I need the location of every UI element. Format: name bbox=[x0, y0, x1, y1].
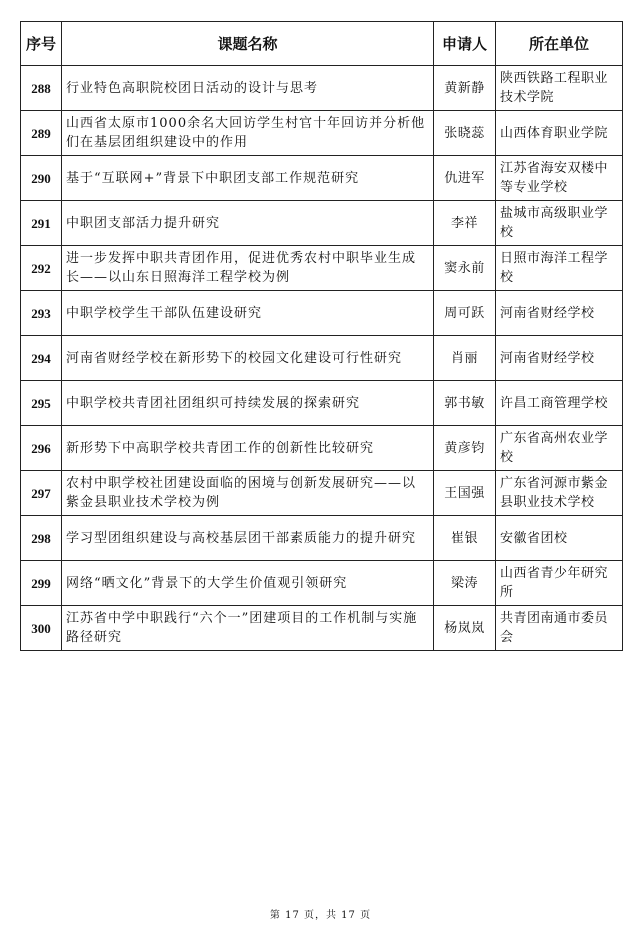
row-unit: 山西体育职业学院 bbox=[496, 111, 623, 156]
row-unit: 山西省青少年研究所 bbox=[496, 561, 623, 606]
row-applicant: 肖丽 bbox=[434, 336, 496, 381]
row-title: 中职学校共青团社团组织可持续发展的探索研究 bbox=[62, 381, 434, 426]
project-table bbox=[20, 21, 623, 651]
row-unit: 广东省河源市紫金县职业技术学校 bbox=[496, 471, 623, 516]
table-row bbox=[21, 201, 623, 246]
row-applicant: 周可跃 bbox=[434, 291, 496, 336]
row-no: 296 bbox=[21, 426, 62, 471]
row-no: 299 bbox=[21, 561, 62, 606]
row-no: 294 bbox=[21, 336, 62, 381]
row-unit: 江苏省海安双楼中等专业学校 bbox=[496, 156, 623, 201]
row-title: 中职学校学生干部队伍建设研究 bbox=[62, 291, 434, 336]
row-unit: 共青团南通市委员会 bbox=[496, 606, 623, 651]
row-title: 网络“晒文化”背景下的大学生价值观引领研究 bbox=[62, 561, 434, 606]
row-title: 行业特色高职院校团日活动的设计与思考 bbox=[62, 66, 434, 111]
row-unit: 日照市海洋工程学校 bbox=[496, 246, 623, 291]
row-applicant: 王国强 bbox=[434, 471, 496, 516]
row-applicant: 郭书敏 bbox=[434, 381, 496, 426]
row-unit: 河南省财经学校 bbox=[496, 291, 623, 336]
row-applicant: 黄彦钧 bbox=[434, 426, 496, 471]
row-title: 中职团支部活力提升研究 bbox=[62, 201, 434, 246]
row-title: 山西省太原市1000余名大回访学生村官十年回访并分析他们在基层团组织建设中的作用 bbox=[62, 111, 434, 156]
table-row bbox=[21, 336, 623, 381]
row-applicant: 崔银 bbox=[434, 516, 496, 561]
table-row bbox=[21, 381, 623, 426]
row-no: 291 bbox=[21, 201, 62, 246]
table-row bbox=[21, 291, 623, 336]
row-title: 进一步发挥中职共青团作用，促进优秀农村中职毕业生成长——以山东日照海洋工程学校为例 bbox=[62, 246, 434, 291]
row-unit: 河南省财经学校 bbox=[496, 336, 623, 381]
row-applicant: 张晓蕊 bbox=[434, 111, 496, 156]
row-no: 289 bbox=[21, 111, 62, 156]
table-row bbox=[21, 111, 623, 156]
row-title: 江苏省中学中职践行“六个一”团建项目的工作机制与实施路径研究 bbox=[62, 606, 434, 651]
page-footer: 第 17 页，共 17 页 bbox=[269, 910, 372, 921]
table-row bbox=[21, 471, 623, 516]
header-applicant: 申请人 bbox=[434, 22, 496, 66]
table-row bbox=[21, 561, 623, 606]
table-row bbox=[21, 606, 623, 651]
row-applicant: 仇进军 bbox=[434, 156, 496, 201]
row-no: 298 bbox=[21, 516, 62, 561]
table-row bbox=[21, 516, 623, 561]
table-row bbox=[21, 246, 623, 291]
row-applicant: 李祥 bbox=[434, 201, 496, 246]
row-unit: 陕西铁路工程职业技术学院 bbox=[496, 66, 623, 111]
row-no: 290 bbox=[21, 156, 62, 201]
header-title: 课题名称 bbox=[62, 22, 434, 66]
table-row bbox=[21, 426, 623, 471]
header-unit: 所在单位 bbox=[496, 22, 623, 66]
row-unit: 广东省高州农业学校 bbox=[496, 426, 623, 471]
table-row bbox=[21, 156, 623, 201]
row-title: 基于“互联网+”背景下中职团支部工作规范研究 bbox=[62, 156, 434, 201]
row-applicant: 窦永前 bbox=[434, 246, 496, 291]
row-applicant: 梁涛 bbox=[434, 561, 496, 606]
row-unit: 安徽省团校 bbox=[496, 516, 623, 561]
row-unit: 许昌工商管理学校 bbox=[496, 381, 623, 426]
row-applicant: 杨岚岚 bbox=[434, 606, 496, 651]
row-title: 河南省财经学校在新形势下的校园文化建设可行性研究 bbox=[62, 336, 434, 381]
row-no: 288 bbox=[21, 66, 62, 111]
row-unit: 盐城市高级职业学校 bbox=[496, 201, 623, 246]
row-title: 学习型团组织建设与高校基层团干部素质能力的提升研究 bbox=[62, 516, 434, 561]
table-header-row bbox=[21, 22, 623, 66]
header-no: 序号 bbox=[21, 22, 62, 66]
table-row bbox=[21, 66, 623, 111]
row-no: 293 bbox=[21, 291, 62, 336]
row-no: 300 bbox=[21, 606, 62, 651]
row-no: 295 bbox=[21, 381, 62, 426]
row-no: 292 bbox=[21, 246, 62, 291]
row-title: 农村中职学校社团建设面临的困境与创新发展研究——以紫金县职业技术学校为例 bbox=[62, 471, 434, 516]
row-title: 新形势下中高职学校共青团工作的创新性比较研究 bbox=[62, 426, 434, 471]
row-no: 297 bbox=[21, 471, 62, 516]
row-applicant: 黄新静 bbox=[434, 66, 496, 111]
